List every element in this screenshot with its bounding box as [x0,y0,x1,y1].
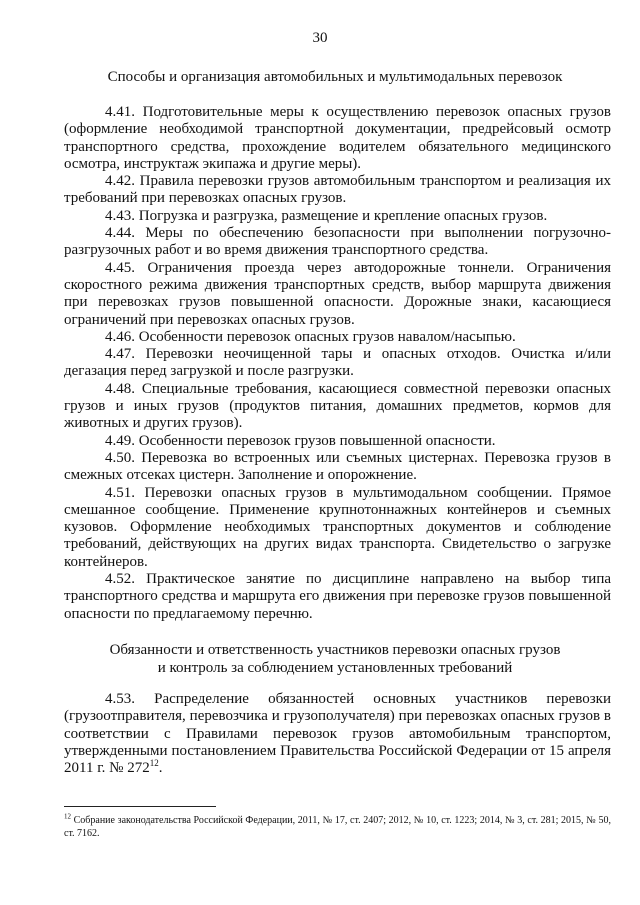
paragraph-4-43: 4.43. Погрузка и разгрузка, размещение и крепление опасных грузов. [105,207,548,224]
paragraph-4-53: 4.53. Распределение обязанностей основных участников перевозки (грузоотправителя, перевозчика и грузополучателя) при перевозках опасных грузов в соответствии с Правилами перевозок грузов автомобильным транспортом, утвержденными постановлением Правительства Российской Федерации от 15 апреля 2011 г. № $272^{12}$. [64,691,611,777]
footnote-text: Собрание законодательства Российской Федерации, 2011, № 17, ст. 2407; 2012, № 10, ст. 1223; 2014, № 3, ст. 281; 2015, № 50, ст. 7162. [64,815,611,839]
section-heading-2 [60,641,610,677]
paragraph-4-52: 4.52. Практическое занятие по дисциплине направлено на выбор типа транспортного средства и маршрута его движения при перевозке грузов повышенной опасности по предлагаемому перечню. [64,571,611,622]
footnote-reference: 12 [149,758,159,769]
footnote [64,814,611,840]
paragraph-4-42: 4.42. Правила перевозки грузов автомобильным транспортом и реализация их требований при перевозках опасных грузов. [64,173,611,207]
section-heading-2-line-1: Обязанности и ответственность участников перевозки опасных грузов [109,642,561,658]
paragraph-4-48: 4.48. Специальные требования, касающиеся совместной перевозки опасных грузов и иных грузов (продуктов питания, домашних предметов, кормов для животных и других грузов). [64,380,611,432]
paragraph-4-47: 4.47. Перевозки неочищенной тары и опасных отходов. Очистка и/или дегазация перед загрузкой и после разгрузки. [64,346,611,380]
section-2-body [64,691,611,777]
section-heading-2-line-2: и контроль за соблюдением установленных требований [157,660,513,676]
paragraph-4-53-text: 4.53. Распределение обязанностей основных участников перевозки (грузоотправителя, перевозчика и грузополучателя) при перевозках опасных грузов в соответствии с Правилами перевозок грузов автомобильным транспортом, утвержденными постановлением Правительства Российской Федерации от 15 апреля 2011 г. № 272 [64,691,611,777]
paragraph-4-49: 4.49. Особенности перевозок грузов повышенной опасности. [105,432,496,449]
section-body [64,104,611,623]
footnote-divider [64,806,216,807]
section-heading: Способы и организация автомобильных и мультимодальных перевозок [107,69,563,85]
paragraph-4-44: 4.44. Меры по обеспечению безопасности при выполнении погрузочно-разгрузочных работ и во время движения транспортного средства. [64,225,611,259]
page-number: 30 [312,30,328,46]
paragraph-4-45: 4.45. Ограничения проезда через автодорожные тоннели. Ограничения скоростного режима движения транспортных средств, выбор маршрута движения при перевозках грузов повышенной опасности. Дорожные знаки, касающиеся ограничений при перевозках опасных грузов. [64,259,611,328]
footnote-marker: 12 [64,812,71,821]
paragraph-4-46: 4.46. Особенности перевозок опасных грузов навалом/насыпью. [105,328,516,345]
paragraph-4-51: 4.51. Перевозки опасных грузов в мультимодальном сообщении. Прямое смешанное сообщение. Применение крупнотоннажных контейнеров и съемных кузовов. Оформление необходимых транспортных документов и соблюдение требований, действующих на других видах транспорта. Свидетельство о загрузке контейнеров. [64,484,611,570]
paragraph-4-50: 4.50. Перевозка во встроенных или съемных цистернах. Перевозка грузов в смежных отсеках цистерн. Заполнение и опорожнение. [64,449,611,484]
paragraph-4-41: 4.41. Подготовительные меры к осуществлению перевозок опасных грузов (оформление необходимой транспортной документации, предрейсовый осмотр транспортного средства, прохождение водителем обязательного медицинского осмотра, инструктаж экипажа и другие меры). [64,104,611,172]
